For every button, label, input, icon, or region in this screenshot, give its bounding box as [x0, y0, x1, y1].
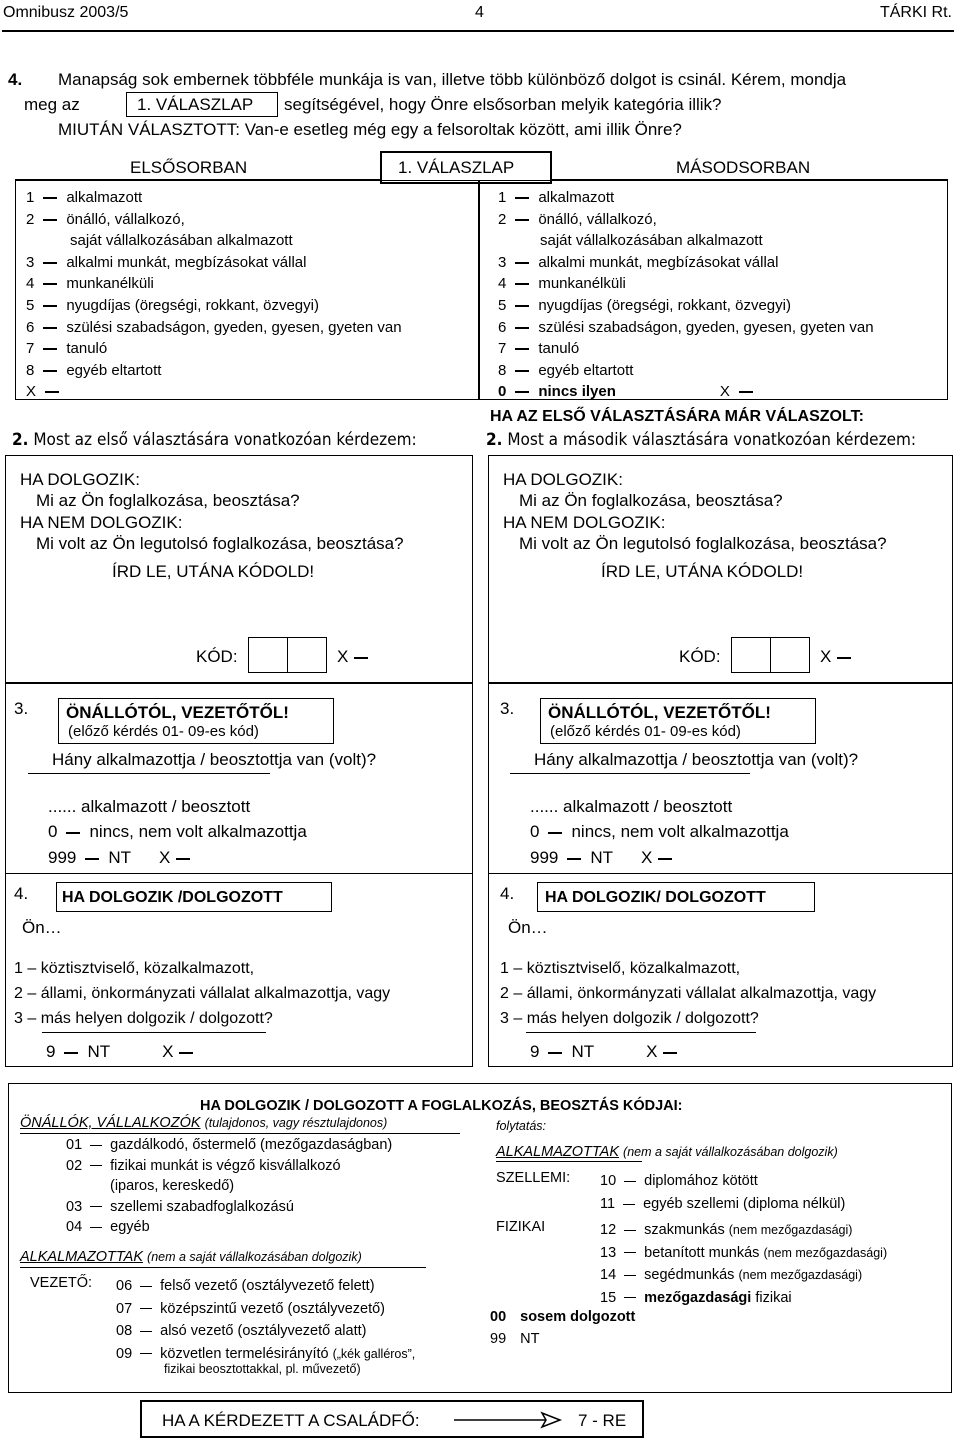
table-right-list: [498, 187, 874, 403]
list-item: 14 segédmunkás (nem mezőgazdasági): [600, 1267, 863, 1284]
list-item: 06 felső vezető (osztályvezető felett): [116, 1278, 375, 1294]
list-item: 4 munkanélküli: [498, 275, 626, 293]
q3-right-opt3: 999 NT X: [530, 848, 681, 868]
q3-right-sub: (előző kérdés 01- 09-es kód): [550, 723, 741, 740]
codes-vezeto-last-line: fizikai beosztottakkal, pl. művezető): [164, 1362, 361, 1376]
table-top-rule-right: [552, 179, 948, 181]
list-item: 1 alkalmazott: [498, 189, 615, 206]
code-box[interactable]: [770, 637, 810, 673]
list-item: saját vállalkozásában alkalmazott: [540, 232, 763, 250]
q2-right-x: X: [820, 647, 860, 667]
q4b-right-on: Ön…: [508, 918, 548, 937]
list-item: 15 mezőgazdasági fizikai: [600, 1289, 792, 1306]
q2-left-q-last: Mi volt az Ön legutolsó foglalkozása, beosztása?: [36, 534, 404, 553]
codes-fizikai-list: [600, 1219, 887, 1309]
codes-alk2-underline: [496, 1161, 642, 1162]
q4b-left-number: 4.: [14, 884, 29, 903]
code-box[interactable]: [287, 637, 327, 673]
q4b-left-o3: 3 – más helyen dolgozik / dolgozott?: [14, 1010, 273, 1027]
q4b-left-o2: 2 – állami, önkormányzati vállalat alkalmazottja, vagy: [14, 985, 391, 1002]
list-item: 3 alkalmi munkát, megbízásokat vállal: [498, 253, 779, 271]
list-item: 8 egyéb eltartott: [26, 361, 162, 379]
codes-onallok-underline: [20, 1133, 460, 1134]
list-item: 2 önálló, vállalkozó,: [498, 210, 657, 228]
list-item: 08 alsó vezető (osztályvezető alatt): [116, 1323, 367, 1340]
q2-left-x: X: [337, 647, 377, 667]
q4-number: 4.: [8, 70, 23, 89]
q2-right-title: 2. Most a második választására vonatkozóan kérdezem:: [486, 430, 917, 450]
list-item: 7 tanuló: [26, 340, 108, 358]
q2-left-title: 2. Most az első választására vonatkozóan kérdezem:: [12, 430, 417, 450]
footer-left: HA A KÉRDEZETT A CSALÁDFŐ:: [162, 1411, 420, 1430]
q2-right-ird: ÍRD LE, UTÁNA KÓDOLD!: [601, 562, 804, 581]
q4b-left-o1: 1 – köztisztviselő, közalkalmazott,: [14, 960, 255, 977]
q4-line2-pre: meg az: [24, 95, 80, 114]
q4-line2-box-label: 1. VÁLASZLAP: [137, 95, 254, 114]
header-rule: [2, 30, 954, 32]
list-item: 02 fizikai munkát is végző kisvállalkozó: [66, 1157, 341, 1174]
q3-left-opt3: 999 NT X: [48, 848, 199, 868]
list-item: 01 gazdálkodó, őstermelő (mezőgazdaságban): [66, 1137, 393, 1153]
list-item: 07 középszintű vezető (osztályvezető): [116, 1300, 385, 1317]
q3-left-question: Hány alkalmazottja / beosztottja van (volt)?: [52, 750, 377, 769]
list-item: 10 diplomához kötött: [600, 1173, 758, 1189]
q4b-right-title: HA DOLGOZIK/ DOLGOZOTT: [545, 889, 766, 906]
list-item: 5 nyugdíjas (öregségi, rokkant, özvegyi): [26, 296, 319, 314]
q4b-left-title: HA DOLGOZIK /DOLGOZOTT: [62, 889, 283, 906]
codes-onallok-list: [66, 1135, 392, 1238]
codes-vezeto-label: VEZETŐ:: [30, 1275, 93, 1291]
code-box[interactable]: [248, 637, 288, 673]
codes-fizikai-label: FIZIKAI: [496, 1219, 546, 1235]
q4b-left-underline: [42, 1032, 266, 1033]
list-item: 3 alkalmi munkát, megbízásokat vállal: [26, 253, 307, 271]
footer-right: 7 - RE: [578, 1411, 627, 1430]
codes-alk-head: ALKALMAZOTTAK (nem a saját vállalkozásában dolgozik): [20, 1249, 362, 1265]
code-box[interactable]: [731, 637, 771, 673]
q2-right-code-boxes[interactable]: [731, 637, 810, 673]
list-item: (iparos, kereskedő): [110, 1178, 235, 1195]
list-item: 09 közvetlen termelésirányító („kék galléros”,: [116, 1345, 416, 1362]
q4b-divider-left: [5, 873, 473, 874]
q2-right-q-now: Mi az Ön foglalkozása, beosztása?: [519, 491, 783, 510]
q2-left-q-now: Mi az Ön foglalkozása, beosztása?: [36, 491, 300, 510]
table-head-center: 1. VÁLASZLAP: [398, 158, 515, 177]
q2-if-answered: HA AZ ELSŐ VÁLASZTÁSÁRA MÁR VÁLASZOLT:: [490, 408, 864, 425]
list-item: 13 betanított munkás (nem mezőgazdasági): [600, 1244, 888, 1261]
q4-line2-post: segítségével, hogy Önre elsősorban melyik kategória illik?: [284, 95, 722, 114]
q3-left-underline: [28, 773, 270, 774]
q4b-right-underline: [526, 1032, 756, 1033]
q2-right-q-last: Mi volt az Ön legutolsó foglalkozása, beosztása?: [519, 534, 887, 553]
arrow-right-icon: [454, 1410, 564, 1430]
q4-line1: Manapság sok embernek többféle munkája is van, illetve több különböző dolgot is csinál. Kérem, mondja: [58, 70, 847, 89]
codes-00: 00 sosem dolgozott: [490, 1309, 636, 1325]
q3-right-opt2: 0 nincs, nem volt alkalmazottja: [530, 822, 789, 841]
list-item: 0 nincs ilyen X: [498, 381, 874, 403]
list-item: 11 egyéb szellemi (diploma nélkül): [600, 1196, 846, 1212]
q3-right-underline: [510, 773, 750, 774]
codes-99: 99 NT: [490, 1331, 540, 1347]
q3-left-opt2: 0 nincs, nem volt alkalmazottja: [48, 822, 307, 841]
list-item: 8 egyéb eltartott: [498, 361, 634, 379]
header-page-number: 4: [475, 4, 484, 21]
codes-vezeto-list: [116, 1275, 415, 1365]
header-right: TÁRKI Rt.: [879, 4, 952, 21]
q4b-right-o3: 3 – más helyen dolgozik / dolgozott?: [500, 1010, 759, 1027]
table-top-rule-left: [15, 179, 381, 181]
q3-right-opt1: ...... alkalmazott / beosztott: [530, 797, 733, 816]
q3-right-number: 3.: [500, 699, 515, 718]
list-item: 4 munkanélküli: [26, 275, 154, 293]
q2-left-ird: ÍRD LE, UTÁNA KÓDOLD!: [112, 562, 315, 581]
q3-left-opt1: ...... alkalmazott / beosztott: [48, 797, 251, 816]
q4-line3: MIUTÁN VÁLASZTOTT: Van-e esetleg még egy a felsoroltak között, ami illik Önre?: [58, 120, 682, 139]
codes-szellemi-list: [600, 1170, 845, 1216]
list-item: X: [26, 381, 402, 403]
list-item: 7 tanuló: [498, 340, 580, 358]
q2-left-code-boxes[interactable]: [248, 637, 327, 673]
q4b-right-number: 4.: [500, 884, 515, 903]
list-item: 03 szellemi szabadfoglalkozású: [66, 1198, 294, 1215]
codes-alk-underline: [20, 1267, 426, 1268]
q4b-divider-right: [488, 873, 953, 874]
list-item: 1 alkalmazott: [26, 189, 143, 206]
q2-left-ha-dolgozik: HA DOLGOZIK:: [20, 470, 140, 489]
table-left-list: [26, 187, 402, 403]
q4b-right-o9: 9 NT X: [530, 1042, 686, 1062]
codes-folytatas: folytatás:: [496, 1119, 547, 1133]
q4b-left-o9: 9 NT X: [46, 1042, 202, 1062]
list-item: 04 egyéb: [66, 1219, 150, 1236]
q4b-left-on: Ön…: [22, 918, 62, 937]
table-head-right: MÁSODSORBAN: [676, 158, 811, 177]
codes-onallok-head: ÖNÁLLÓK, VÁLLALKOZÓK (tulajdonos, vagy résztulajdonos): [20, 1115, 388, 1131]
q2-left-kod-label: KÓD:: [196, 647, 238, 666]
q3-left-number: 3.: [14, 699, 29, 718]
list-item: 5 nyugdíjas (öregségi, rokkant, özvegyi): [498, 296, 791, 314]
q2-right-ha-dolgozik: HA DOLGOZIK:: [503, 470, 623, 489]
codes-alk2-head: ALKALMAZOTTAK (nem a saját vállalkozásában dolgozik): [496, 1144, 838, 1160]
q4b-right-o1: 1 – köztisztviselő, közalkalmazott,: [500, 960, 741, 977]
list-item: 6 szülési szabadságon, gyeden, gyesen, gyeten van: [26, 318, 402, 336]
q3-right-title: ÖNÁLLÓTÓL, VEZETŐTŐL!: [548, 703, 771, 722]
q4b-right-o2: 2 – állami, önkormányzati vállalat alkalmazottja, vagy: [500, 985, 877, 1002]
codes-szellemi-label: SZELLEMI:: [496, 1170, 571, 1186]
list-item: saját vállalkozásában alkalmazott: [70, 232, 293, 250]
list-item: 2 önálló, vállalkozó,: [26, 210, 185, 228]
list-item: 6 szülési szabadságon, gyeden, gyesen, gyeten van: [498, 318, 874, 336]
q2-right-kod-label: KÓD:: [679, 647, 721, 666]
codes-title: HA DOLGOZIK / DOLGOZOTT A FOGLALKOZÁS, BEOSZTÁS KÓDJAI:: [200, 1098, 683, 1114]
q3-left-sub: (előző kérdés 01- 09-es kód): [68, 723, 259, 740]
header-left: Omnibusz 2003/5: [3, 4, 129, 21]
q2-right-ha-nem: HA NEM DOLGOZIK:: [503, 513, 666, 532]
q3-right-question: Hány alkalmazottja / beosztottja van (volt)?: [534, 750, 859, 769]
q3-left-title: ÖNÁLLÓTÓL, VEZETŐTŐL!: [66, 703, 289, 722]
table-head-left: ELSŐSORBAN: [130, 158, 248, 177]
list-item: 12 szakmunkás (nem mezőgazdasági): [600, 1222, 853, 1238]
q2-left-ha-nem: HA NEM DOLGOZIK:: [20, 513, 183, 532]
